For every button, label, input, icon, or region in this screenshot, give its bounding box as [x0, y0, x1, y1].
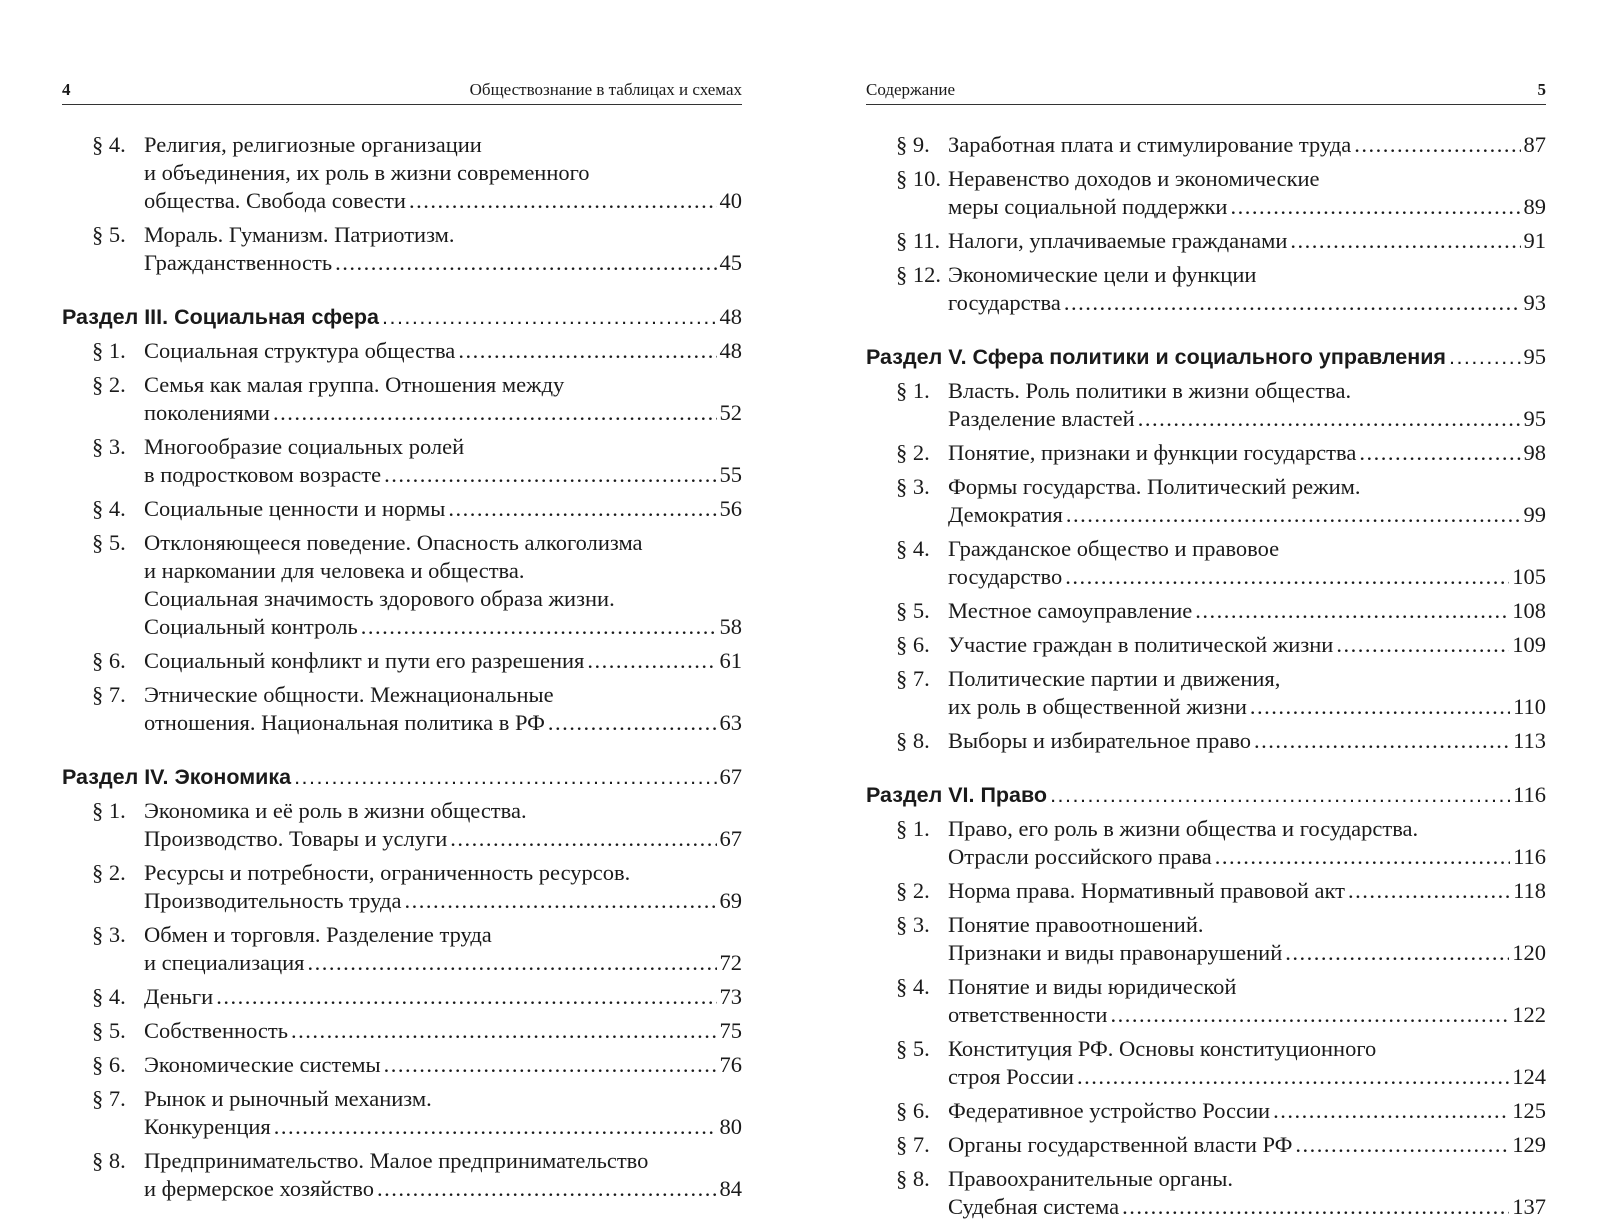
toc-entry: [866, 973, 1546, 1029]
dot-leader: [216, 983, 716, 1011]
dot-leader: [377, 1175, 717, 1203]
page-ref: 75: [719, 1018, 742, 1043]
dot-leader: [409, 187, 717, 215]
entry-line: Гражданское общество и правовое: [948, 536, 1280, 561]
toc-entry: [866, 631, 1546, 659]
entry-text: меры социальной поддержки: [948, 194, 1228, 219]
entry-text: Органы государственной власти РФ: [948, 1132, 1293, 1157]
toc-entry: [62, 797, 742, 853]
entry-last-line: [144, 647, 742, 675]
entry-last-line: [948, 131, 1546, 159]
entry-text: Социальный контроль: [144, 614, 358, 639]
entry-text: их роль в общественной жизни: [948, 694, 1247, 719]
entry-text: Демократия: [948, 502, 1063, 527]
section-heading: [866, 781, 1546, 809]
entry-last-line: [948, 1001, 1546, 1029]
toc-entry: [62, 371, 742, 427]
entry-text: государства: [948, 290, 1061, 315]
entry-text: Гражданственность: [144, 250, 333, 275]
toc-entry: [62, 1147, 742, 1203]
entry-text: Социальные ценности и нормы: [144, 496, 446, 521]
dot-leader: [1254, 727, 1510, 755]
paragraph-number: § 3.: [896, 474, 930, 499]
toc-entry: [866, 1131, 1546, 1159]
entry-last-line: [948, 439, 1546, 467]
dot-leader: [1348, 877, 1510, 905]
toc-entry: [866, 377, 1546, 433]
paragraph-number: § 5.: [896, 598, 930, 623]
entry-text: Конкуренция: [144, 1114, 271, 1139]
entry-last-line: [144, 187, 742, 215]
page-ref: 72: [719, 950, 742, 975]
page-ref: 118: [1513, 878, 1546, 903]
dot-leader: [273, 399, 717, 427]
entry-line: Отклоняющееся поведение. Опасность алкоголизма: [144, 530, 643, 555]
toc-entry: [866, 439, 1546, 467]
table-of-contents: [62, 131, 742, 1203]
entry-text: Признаки и виды правонарушений: [948, 940, 1283, 965]
entry-last-line: [144, 983, 742, 1011]
page-ref: 61: [719, 648, 742, 673]
dot-leader: [448, 495, 716, 523]
dot-leader: [450, 825, 716, 853]
entry-last-line: [948, 193, 1546, 221]
entry-last-line: [948, 1193, 1546, 1221]
entry-text: ответственности: [948, 1002, 1108, 1027]
toc-entry: [866, 1097, 1546, 1125]
page-ref: 108: [1512, 598, 1546, 623]
dot-leader: [1050, 781, 1510, 809]
dot-leader: [1215, 843, 1510, 871]
toc-entry: [866, 227, 1546, 255]
entry-last-line: [948, 631, 1546, 659]
entry-line: Неравенство доходов и экономические: [948, 166, 1320, 191]
paragraph-number: § 10.: [896, 166, 941, 191]
page-ref: 110: [1513, 694, 1546, 719]
paragraph-number: § 2.: [92, 372, 126, 397]
page-ref: 89: [1523, 194, 1546, 219]
entry-last-line: [144, 613, 742, 641]
section-heading: [866, 343, 1546, 371]
toc-entry: [866, 261, 1546, 317]
entry-last-line: [948, 289, 1546, 317]
page-ref: 67: [719, 826, 742, 851]
page-ref: 91: [1523, 228, 1546, 253]
entry-text: Собственность: [144, 1018, 288, 1043]
entry-last-line: [144, 495, 742, 523]
entry-line: Религия, религиозные организации: [144, 132, 482, 157]
entry-last-line: [144, 337, 742, 365]
dot-leader: [294, 763, 716, 791]
entry-last-line: [144, 887, 742, 915]
paragraph-number: § 11.: [896, 228, 941, 253]
paragraph-number: § 4.: [92, 496, 126, 521]
page-ref: 63: [719, 710, 742, 735]
entry-text: Федеративное устройство России: [948, 1098, 1271, 1123]
entry-last-line: [948, 501, 1546, 529]
dot-leader: [1250, 693, 1510, 721]
entry-text: государство: [948, 564, 1063, 589]
toc-entry: [62, 529, 742, 641]
toc-entry: [866, 473, 1546, 529]
entry-text: Участие граждан в политической жизни: [948, 632, 1334, 657]
paragraph-number: § 1.: [92, 338, 126, 363]
entry-last-line: [948, 563, 1546, 591]
entry-text: строя России: [948, 1064, 1074, 1089]
toc-entry: [62, 131, 742, 215]
entry-last-line: [948, 1097, 1546, 1125]
toc-entry: [866, 131, 1546, 159]
entry-text: Выборы и избирательное право: [948, 728, 1252, 753]
entry-line: Политические партии и движения,: [948, 666, 1281, 691]
page-ref: 56: [719, 496, 742, 521]
entry-line: Понятие правоотношений.: [948, 912, 1204, 937]
toc-entry: [62, 647, 742, 675]
paragraph-number: § 2.: [896, 440, 930, 465]
page-ref: 105: [1512, 564, 1546, 589]
toc-entry: [62, 433, 742, 489]
entry-last-line: [948, 1131, 1546, 1159]
toc-entry: [866, 535, 1546, 591]
entry-line: Ресурсы и потребности, ограниченность ресурсов.: [144, 860, 631, 885]
entry-text: Заработная плата и стимулирование труда: [948, 132, 1352, 157]
paragraph-number: § 7.: [92, 1086, 126, 1111]
page-number: 4: [62, 80, 71, 99]
dot-leader: [1077, 1063, 1509, 1091]
page-ref: 45: [719, 250, 742, 275]
dot-leader: [335, 249, 716, 277]
page-ref: 55: [719, 462, 742, 487]
section-title: Раздел V. Сфера политики и социального управления: [866, 345, 1446, 369]
entry-text: общества. Свобода совести: [144, 188, 406, 213]
entry-last-line: [144, 249, 742, 277]
toc-entry: [62, 1017, 742, 1045]
dot-leader: [548, 709, 717, 737]
paragraph-number: § 3.: [896, 912, 930, 937]
entry-text: Производительность труда: [144, 888, 402, 913]
page-ref: 40: [719, 188, 742, 213]
entry-text: Разделение властей: [948, 406, 1135, 431]
paragraph-number: § 3.: [92, 922, 126, 947]
entry-line: Социальная значимость здорового образа жизни.: [144, 586, 615, 611]
page-ref: 84: [719, 1176, 742, 1201]
paragraph-number: § 6.: [92, 648, 126, 673]
paragraph-number: § 7.: [92, 682, 126, 707]
toc-entry: [866, 815, 1546, 871]
page-ref: 93: [1523, 290, 1546, 315]
toc-entry: [866, 665, 1546, 721]
left-page: [62, 76, 742, 1203]
page-ref: 116: [1513, 844, 1546, 869]
toc-entry: [62, 1051, 742, 1079]
toc-entry: [866, 1165, 1546, 1221]
entry-text: Норма права. Нормативный правовой акт: [948, 878, 1346, 903]
page-ref: 58: [719, 614, 742, 639]
toc-entry: [62, 221, 742, 277]
toc-entry: [866, 165, 1546, 221]
toc-entry: [866, 727, 1546, 755]
page-ref: 124: [1512, 1064, 1546, 1089]
page-number: 5: [1537, 80, 1546, 99]
dot-leader: [274, 1113, 717, 1141]
toc-entry: [62, 921, 742, 977]
page-ref: 122: [1512, 1002, 1546, 1027]
page-ref: 129: [1512, 1132, 1546, 1157]
page-ref: 80: [719, 1114, 742, 1139]
section-title: Раздел III. Социальная сфера: [62, 305, 379, 329]
section-heading: [62, 303, 742, 331]
page-ref: 69: [719, 888, 742, 913]
paragraph-number: § 5.: [92, 530, 126, 555]
page-ref: 87: [1523, 132, 1546, 157]
paragraph-number: § 8.: [896, 728, 930, 753]
table-of-contents: [866, 131, 1546, 1221]
entry-last-line: [144, 1175, 742, 1203]
entry-line: Экономические цели и функции: [948, 262, 1257, 287]
entry-last-line: [144, 1113, 742, 1141]
entry-text: Отрасли российского права: [948, 844, 1212, 869]
paragraph-number: § 4.: [92, 984, 126, 1009]
page-ref: 95: [1523, 344, 1546, 369]
toc-entry: [62, 495, 742, 523]
paragraph-number: § 4.: [92, 132, 126, 157]
entry-line: Право, его роль в жизни общества и государства.: [948, 816, 1419, 841]
page-ref: 113: [1513, 728, 1546, 753]
page-ref: 48: [719, 304, 742, 329]
entry-line: Формы государства. Политический режим.: [948, 474, 1361, 499]
entry-text: и фермерское хозяйство: [144, 1176, 374, 1201]
paragraph-number: § 8.: [92, 1148, 126, 1173]
paragraph-number: § 6.: [896, 632, 930, 657]
entry-line: Обмен и торговля. Разделение труда: [144, 922, 492, 947]
entry-text: Социальный конфликт и пути его разрешения: [144, 648, 585, 673]
dot-leader: [1290, 227, 1520, 255]
entry-last-line: [948, 227, 1546, 255]
dot-leader: [1336, 631, 1509, 659]
dot-leader: [384, 1051, 717, 1079]
page-ref: 109: [1512, 632, 1546, 657]
toc-entry: [62, 859, 742, 915]
running-head: [866, 76, 1546, 105]
entry-text: поколениями: [144, 400, 270, 425]
dot-leader: [291, 1017, 717, 1045]
entry-last-line: [144, 1017, 742, 1045]
entry-line: Многообразие социальных ролей: [144, 434, 465, 459]
dot-leader: [361, 613, 717, 641]
dot-leader: [1195, 597, 1509, 625]
dot-leader: [1359, 439, 1520, 467]
toc-entry: [62, 1085, 742, 1141]
entry-line: Экономика и её роль в жизни общества.: [144, 798, 527, 823]
dot-leader: [1122, 1193, 1509, 1221]
entry-line: и наркомании для человека и общества.: [144, 558, 525, 583]
dot-leader: [308, 949, 717, 977]
entry-text: и специализация: [144, 950, 305, 975]
page-ref: 67: [719, 764, 742, 789]
paragraph-number: § 9.: [896, 132, 930, 157]
paragraph-number: § 4.: [896, 974, 930, 999]
entry-last-line: [948, 405, 1546, 433]
page-ref: 116: [1513, 782, 1546, 807]
entry-last-line: [144, 949, 742, 977]
entry-line: и объединения, их роль в жизни современного: [144, 160, 590, 185]
entry-text: отношения. Национальная политика в РФ: [144, 710, 545, 735]
entry-last-line: [144, 1051, 742, 1079]
entry-last-line: [948, 1063, 1546, 1091]
dot-leader: [1066, 501, 1521, 529]
entry-last-line: [948, 843, 1546, 871]
entry-text: Производство. Товары и услуги: [144, 826, 448, 851]
section-title: Раздел IV. Экономика: [62, 765, 292, 789]
running-head: [62, 76, 742, 105]
paragraph-number: § 5.: [896, 1036, 930, 1061]
entry-line: Правоохранительные органы.: [948, 1166, 1234, 1191]
page-ref: 76: [719, 1052, 742, 1077]
section-heading: [62, 763, 742, 791]
paragraph-number: § 3.: [92, 434, 126, 459]
dot-leader: [384, 461, 716, 489]
entry-text: Деньги: [144, 984, 214, 1009]
entry-text: Экономические системы: [144, 1052, 381, 1077]
page-ref: 120: [1512, 940, 1546, 965]
paragraph-number: § 1.: [896, 816, 930, 841]
toc-entry: [866, 877, 1546, 905]
paragraph-number: § 12.: [896, 262, 941, 287]
entry-line: Семья как малая группа. Отношения между: [144, 372, 565, 397]
entry-text: Налоги, уплачиваемые гражданами: [948, 228, 1288, 253]
toc-entry: [62, 681, 742, 737]
paragraph-number: § 2.: [92, 860, 126, 885]
page-ref: 95: [1523, 406, 1546, 431]
entry-last-line: [144, 825, 742, 853]
dot-leader: [1273, 1097, 1509, 1125]
dot-leader: [1449, 343, 1521, 371]
entry-text: в подростковом возрасте: [144, 462, 382, 487]
dot-leader: [1138, 405, 1521, 433]
entry-text: Социальная структура общества: [144, 338, 456, 363]
entry-line: Этнические общности. Межнациональные: [144, 682, 554, 707]
dot-leader: [1110, 1001, 1509, 1029]
entry-last-line: [144, 461, 742, 489]
dot-leader: [1065, 563, 1509, 591]
paragraph-number: § 7.: [896, 1132, 930, 1157]
page-ref: 48: [719, 338, 742, 363]
section-title: Раздел VI. Право: [866, 783, 1048, 807]
paragraph-number: § 4.: [896, 536, 930, 561]
paragraph-number: § 1.: [896, 378, 930, 403]
toc-entry: [62, 337, 742, 365]
dot-leader: [1354, 131, 1520, 159]
toc-entry: [62, 983, 742, 1011]
entry-last-line: [144, 709, 742, 737]
dot-leader: [1285, 939, 1509, 967]
entry-last-line: [948, 877, 1546, 905]
entry-text: Местное самоуправление: [948, 598, 1193, 623]
entry-text: Судебная система: [948, 1194, 1120, 1219]
running-title: Обществознание в таблицах и схемах: [469, 80, 742, 99]
right-page: [866, 76, 1546, 1221]
entry-last-line: [948, 597, 1546, 625]
entry-last-line: [144, 399, 742, 427]
running-title: Содержание: [866, 80, 956, 99]
toc-entry: [866, 597, 1546, 625]
page-ref: 73: [719, 984, 742, 1009]
entry-last-line: [948, 939, 1546, 967]
page-ref: 98: [1523, 440, 1546, 465]
entry-line: Понятие и виды юридической: [948, 974, 1237, 999]
entry-line: Конституция РФ. Основы конституционного: [948, 1036, 1377, 1061]
paragraph-number: § 6.: [92, 1052, 126, 1077]
dot-leader: [1064, 289, 1521, 317]
page-ref: 125: [1512, 1098, 1546, 1123]
toc-entry: [866, 911, 1546, 967]
paragraph-number: § 5.: [92, 222, 126, 247]
entry-line: Власть. Роль политики в жизни общества.: [948, 378, 1352, 403]
page-ref: 99: [1523, 502, 1546, 527]
paragraph-number: § 8.: [896, 1166, 930, 1191]
paragraph-number: § 1.: [92, 798, 126, 823]
page-ref: 137: [1512, 1194, 1546, 1219]
paragraph-number: § 7.: [896, 666, 930, 691]
dot-leader: [1295, 1131, 1509, 1159]
page-ref: 52: [719, 400, 742, 425]
toc-entry: [866, 1035, 1546, 1091]
dot-leader: [404, 887, 716, 915]
entry-line: Мораль. Гуманизм. Патриотизм.: [144, 222, 455, 247]
paragraph-number: § 5.: [92, 1018, 126, 1043]
entry-line: Рынок и рыночный механизм.: [144, 1086, 432, 1111]
dot-leader: [458, 337, 716, 365]
paragraph-number: § 6.: [896, 1098, 930, 1123]
dot-leader: [587, 647, 716, 675]
paragraph-number: § 2.: [896, 878, 930, 903]
entry-text: Понятие, признаки и функции государства: [948, 440, 1357, 465]
entry-last-line: [948, 727, 1546, 755]
dot-leader: [382, 303, 717, 331]
entry-line: Предпринимательство. Малое предпринимательство: [144, 1148, 649, 1173]
entry-last-line: [948, 693, 1546, 721]
dot-leader: [1230, 193, 1520, 221]
